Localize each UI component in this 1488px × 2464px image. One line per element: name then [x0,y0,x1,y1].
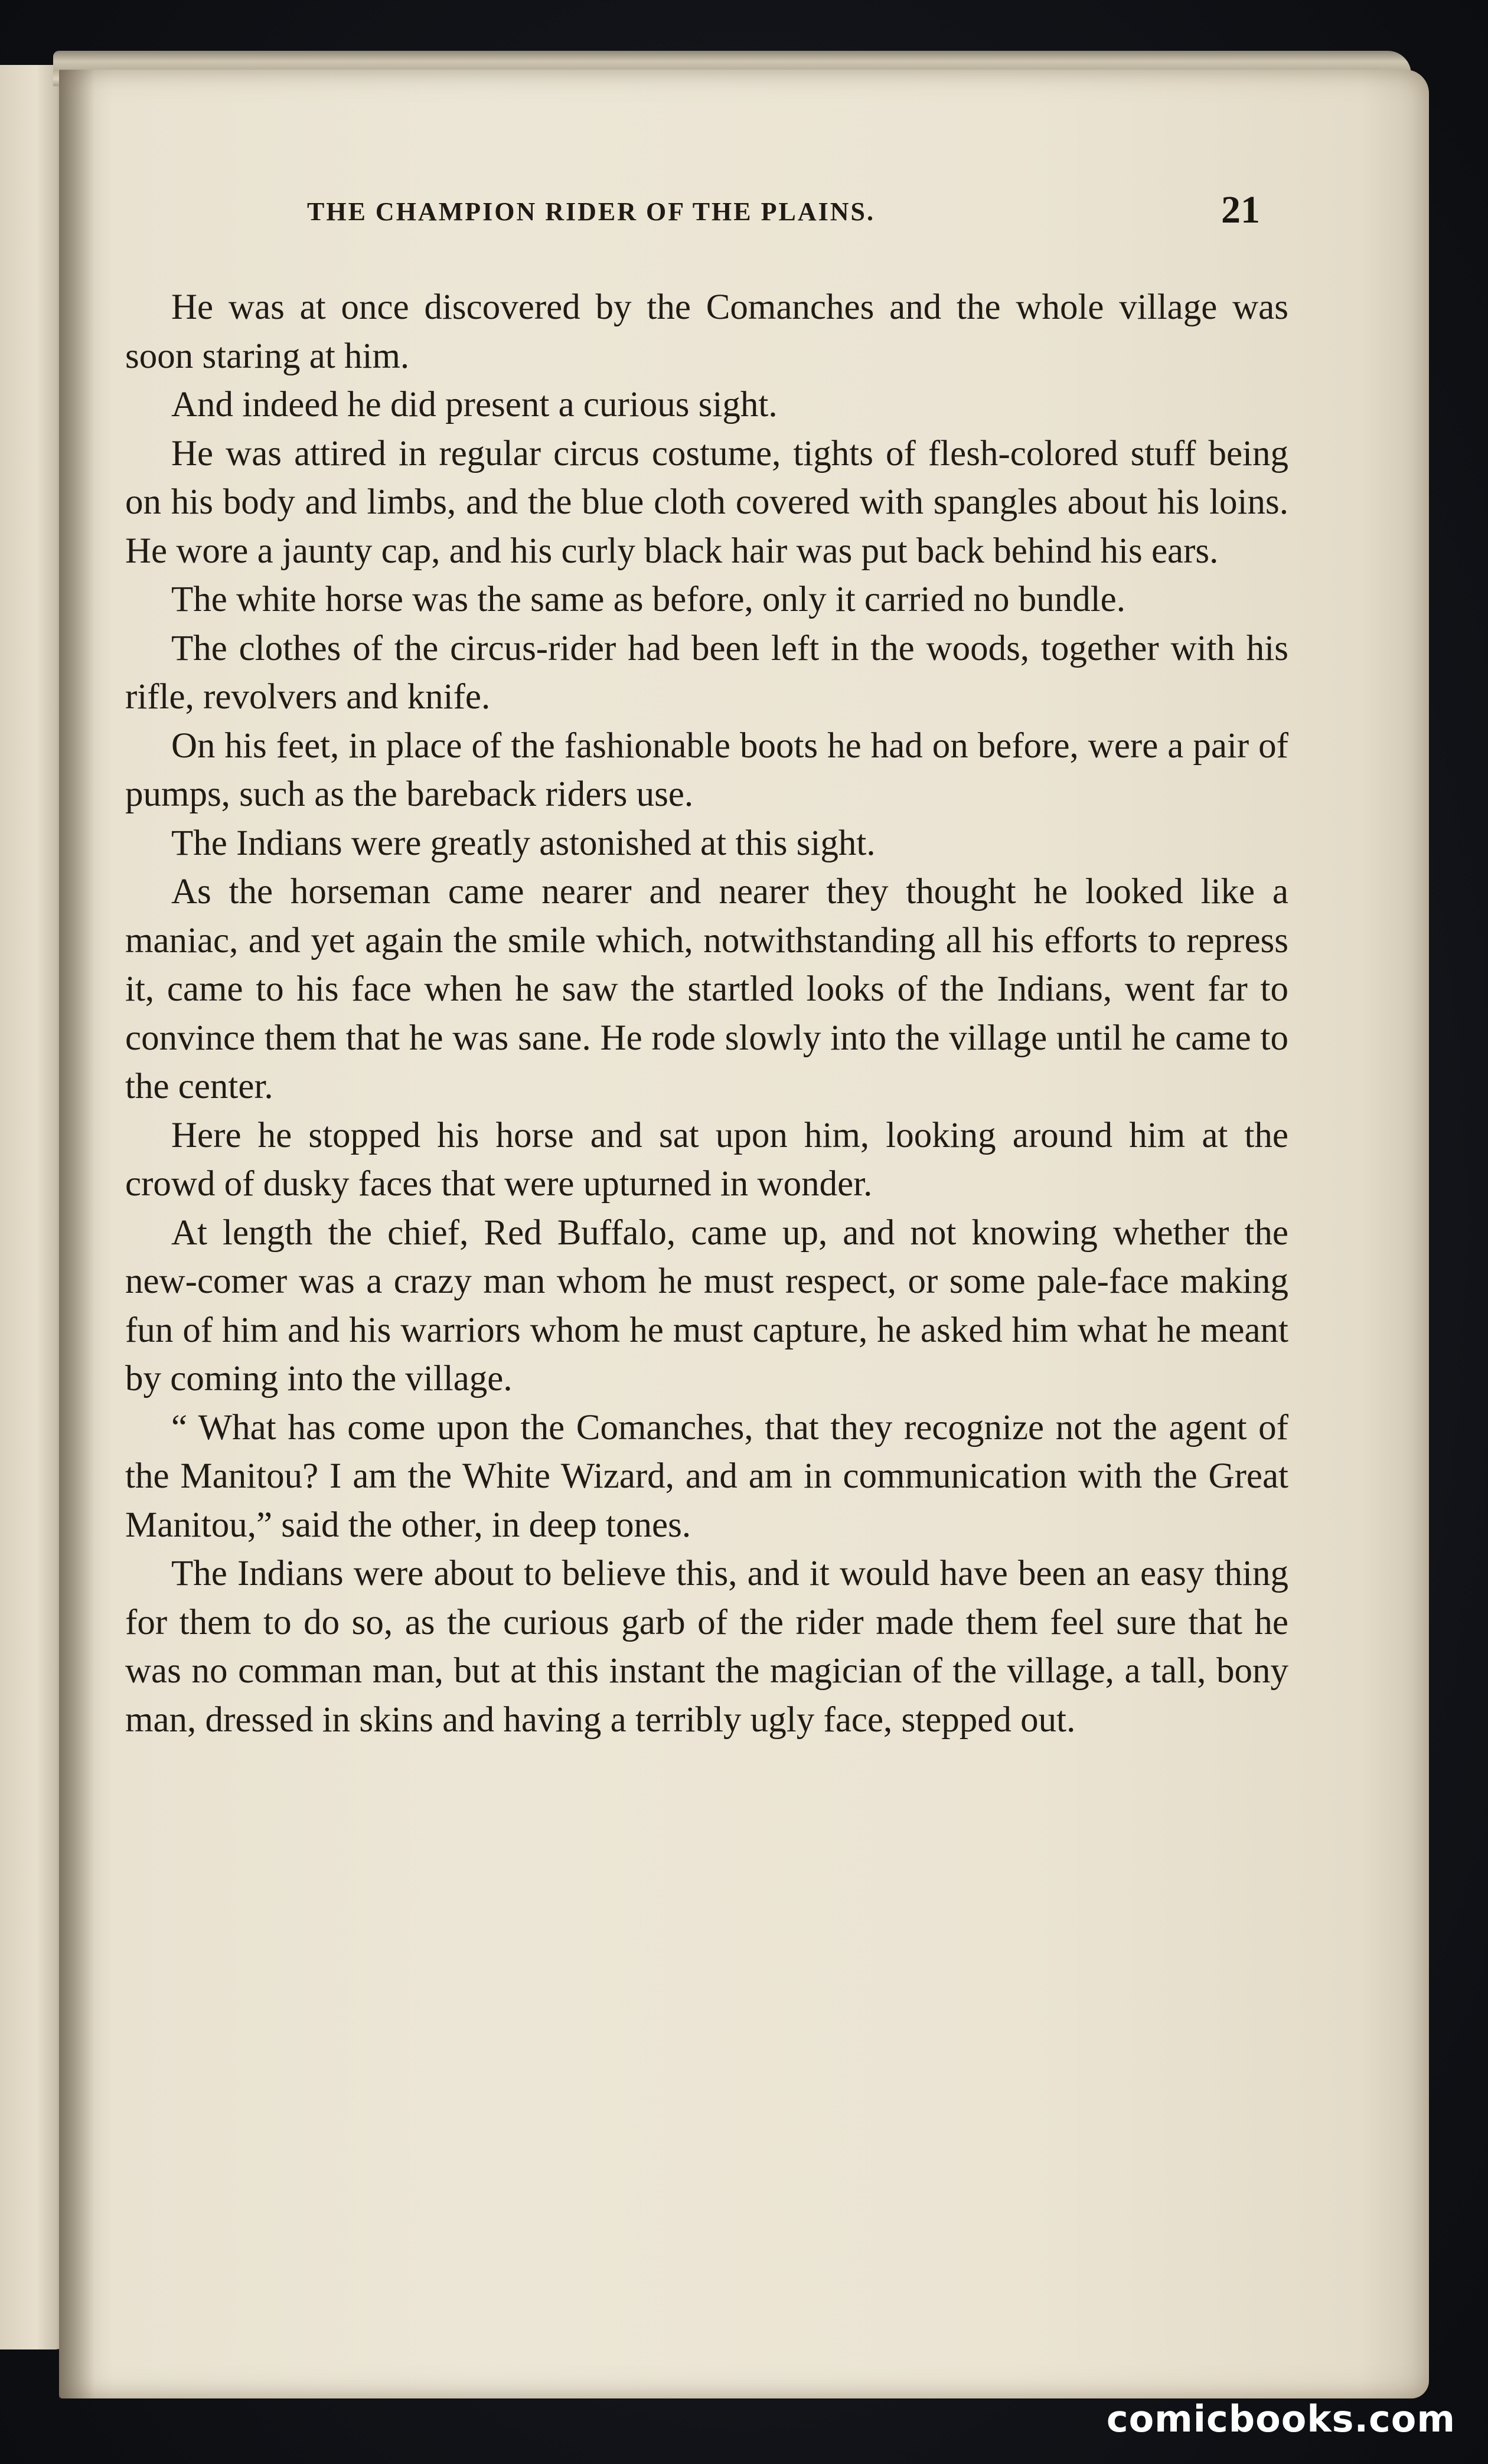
paragraph: The Indians were about to believe this, and it would have been an easy thing for them to do so, as the curious garb of the rider made them feel sure that he was no comman man, but at this instant the magician of the village, a tall, bony man, dressed in skins and having a terribly ugly face, stepped out. [125,1554,1288,1740]
paragraph: He was attired in regular circus costume, tights of flesh-colored stuff being on his body and limbs, and the blue cloth covered with spangles about his loins. He wore a jaunty cap, and his curly black hair was put back behind his ears. [125,433,1288,571]
site-watermark: comicbooks.com [1106,2397,1456,2440]
paragraph: “ What has come upon the Comanches, that they recognize not the agent of the Manitou? I am the White Wizard, and am in communication with the Great Manitou,” said the other, in deep tones. [125,1407,1288,1545]
gutter-shadow [59,70,94,2398]
page-number: 21 [1221,188,1260,231]
paragraph: And indeed he did present a curious sight. [171,385,778,424]
paragraph: The clothes of the circus-rider had been left in the woods, together with his rifle, revolvers and knife. [125,628,1288,717]
paragraph: On his feet, in place of the fashionable boots he had on before, were a pair of pumps, such as the bareback riders use. [125,726,1288,814]
running-title: THE CHAMPION RIDER OF THE PLAINS. [307,197,875,226]
page-body-text [125,283,1288,1744]
paragraph: The Indians were greatly astonished at this sight. [171,823,876,863]
paragraph: As the horseman came nearer and nearer they thought he looked like a maniac, and yet again the smile which, notwithstanding all his efforts to repress it, came to his face when he saw the startled looks of the Indians, went far to convince them that he was sane. He rode slowly into the village until he came to the center. [125,872,1288,1106]
paragraph: Here he stopped his horse and sat upon him, looking around him at the crowd of dusky faces that were upturned in wonder. [125,1115,1288,1204]
paragraph: The white horse was the same as before, only it carried no bundle. [171,580,1125,619]
paragraph: At length the chief, Red Buffalo, came up, and not knowing whether the new-comer was a crazy man whom he must respect, or some pale-face making fun of him and his warriors whom he must capture, he asked him what he meant by coming into the village. [125,1213,1288,1398]
paragraph: He was at once discovered by the Comanches and the whole village was soon staring at him. [125,287,1288,376]
left-facing-page-edge [0,65,66,2349]
